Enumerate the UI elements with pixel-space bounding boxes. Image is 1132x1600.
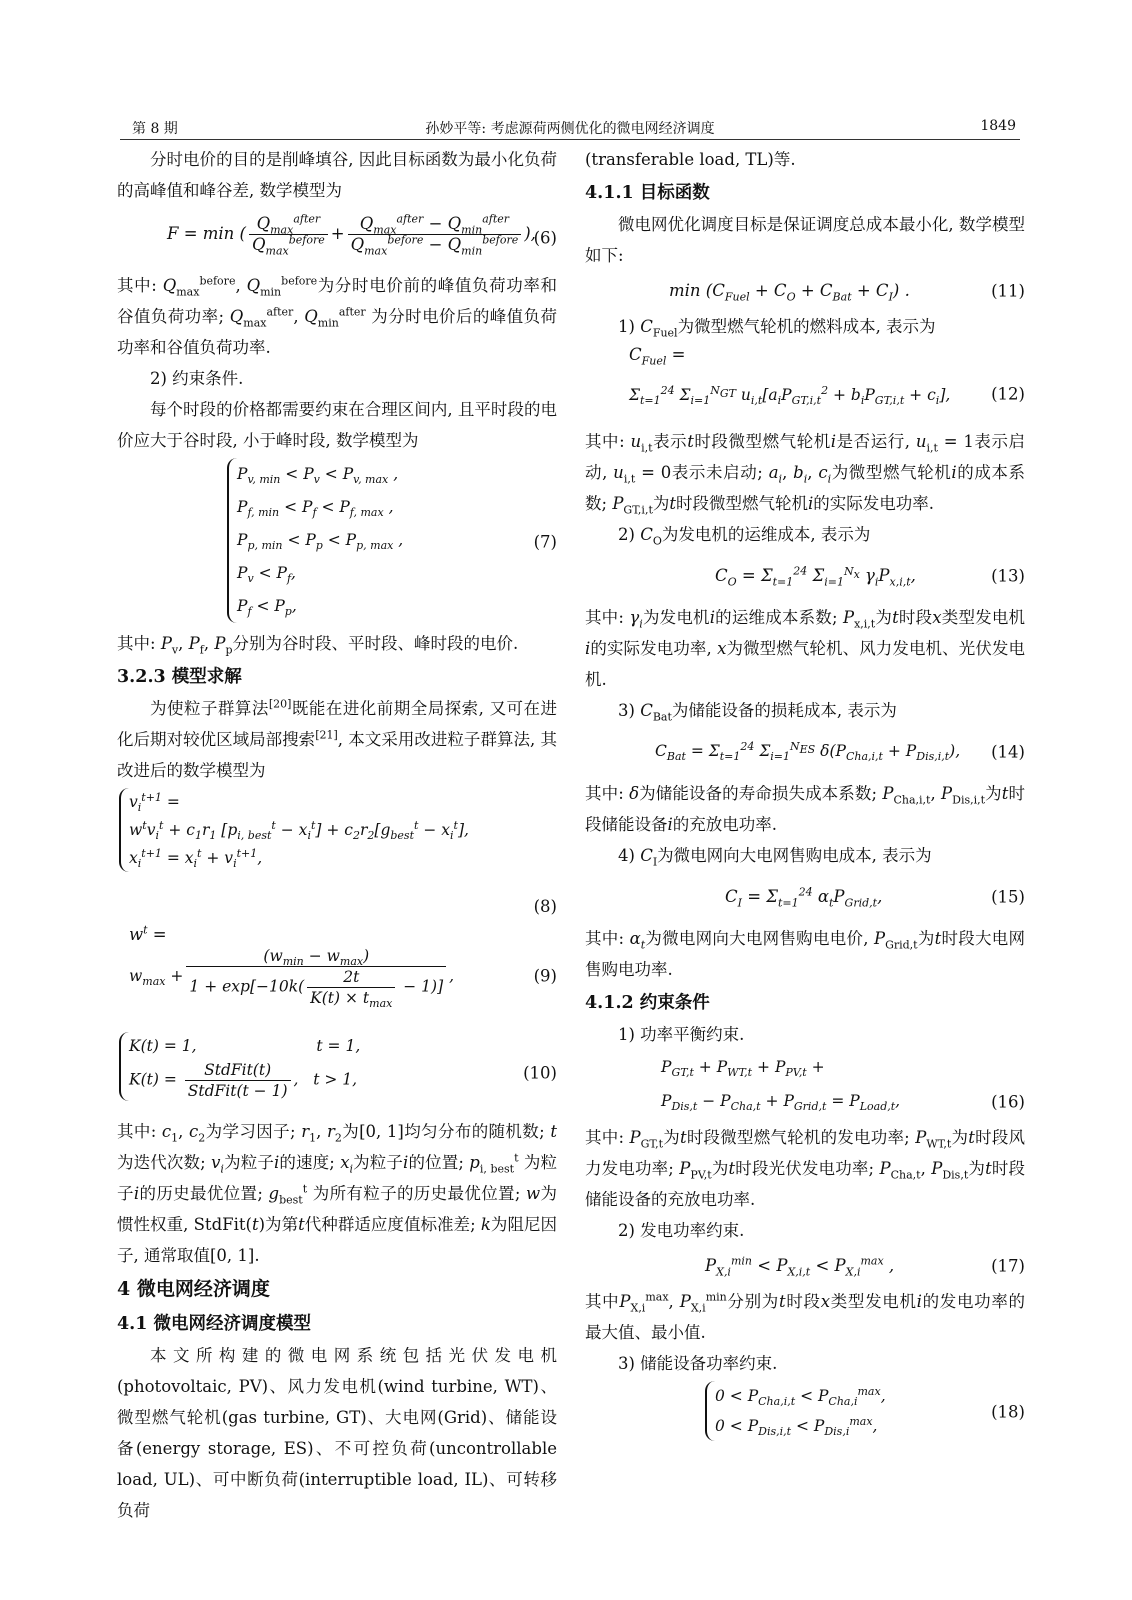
paragraph: 其中: $P_v$, $P_f$, $P_p$分别为谷时段、平时段、峰时段的电价.	[117, 634, 519, 657]
equation-7: $P_{v, min} < P_v < P_{v, max}$ , $P_{f, min} < P_f < P_{f, max}$ , $P_{p, min} < P_p < P_{p, max}$ , $P_v < P_f$, $P_f < P_p$, (7)	[117, 456, 557, 628]
equation-number: (15)	[991, 887, 1025, 907]
equation-6: F = min ( $\frac{Q_{max}^{after}}{Q_{max}^{before}}$ + $\frac{Q_{max}^{after} - Q_{min}^{after}}{Q_{max}^{before} - Q_{min}^{before}}$ ), (6)	[167, 212, 557, 258]
equation-17: $P_{X,i}^{min} < P_{X,i,t} < P_{X,i}^{max}$ , (17)	[585, 1246, 1025, 1286]
equation-11: $\min (C_{Fuel} + C_O + C_{Bat} + C_I)$ . (11)	[585, 271, 1025, 311]
equation-8: $v_i^{t+1}$ = $w^tv_i^t + c_1r_1$ $[p_{i, best}^t - x_i^t] + c_2r_2[g_{best}^t - x_i^t]$, $x_i^{t+1} = x_i^t + v_i^{t+1}$, (8)	[117, 786, 557, 922]
equation-number: (8)	[533, 897, 557, 916]
equation-12: $C_{Fuel}$ = $\Sigma_{t=1}^{24}$ $\Sigma_{i=1}^{N_{GT}}$ $u_{i,t}[a_iP_{GT,i,t}^2 + b_iP_{GT,i,t} + c_i]$, (12)	[585, 342, 1025, 426]
paragraph: 3) $C_{Bat}$为储能设备的损耗成本, 表示为	[618, 701, 897, 724]
equation-16: $P_{GT,t} + P_{WT,t} + P_{PV,t}$ + $P_{Dis,t} - P_{Cha,t} + P_{Grid,t} = P_{Load,t}$, (16)	[585, 1050, 1025, 1122]
equation-number: (16)	[991, 1092, 1025, 1112]
equation-number: (10)	[523, 1063, 557, 1083]
section-heading: 4.1.1 目标函数	[585, 183, 710, 203]
equation-number: (18)	[991, 1402, 1025, 1422]
running-title: 孙妙平等: 考虑源荷两侧优化的微电网经济调度	[425, 121, 715, 137]
equation-number: (11)	[991, 281, 1025, 301]
equation-15: $C_I = \Sigma_{t=1}^{24}$ $\alpha_tP_{Grid,t}$, (15)	[585, 871, 1025, 923]
paragraph: 2) $C_O$为发电机的运维成本, 表示为	[618, 525, 871, 548]
paragraph: 其中: $P_{GT,t}$为t时段微型燃气轮机的发电功率; $P_{WT,t}$为t时段风力发电功率; $P_{PV,t}$为t时段光伏发电功率; $P_{Cha,t}$, $P_{Dis,t}$为t时段储能设备的充放电功率.	[585, 1128, 1026, 1209]
section-heading: 4.1 微电网经济调度模型	[117, 1314, 312, 1334]
equation-number: (7)	[533, 532, 557, 552]
right-column	[585, 144, 1025, 1445]
paragraph: (transferable load, TL)等.	[585, 150, 796, 169]
equation-number: (6)	[533, 228, 557, 248]
paragraph: 为使粒子群算法[20]既能在进化前期全局探索, 又可在进化后期对较优区域局部搜索[21], 本文采用改进粒子群算法, 其改进后的数学模型为	[117, 697, 557, 780]
page-number: 1849	[980, 118, 1016, 134]
paragraph: 其中: $Q_{max}^{before}$, $Q_{min}^{before}$为分时电价前的峰值负荷功率和谷值负荷功率; $Q_{max}^{after}$, $Q_{min}^{after}$ 为分时电价后的峰值负荷功率和谷值负荷功率.	[117, 274, 557, 357]
paragraph: 4) $C_I$为微电网向大电网售购电成本, 表示为	[618, 846, 932, 869]
running-header	[120, 118, 1020, 140]
paragraph: 其中$P_{X,i}^{max}$, $P_{X,i}^{min}$分别为t时段x类型发电机i的发电功率的最大值、最小值.	[585, 1290, 1026, 1342]
paragraph: 2) 约束条件.	[150, 369, 244, 388]
equation-14: $C_{Bat} = \Sigma_{t=1}^{24}$ $\Sigma_{i=1}^{N_{ES}}$ $\delta(P_{Cha,i,t} + P_{Dis,i,t})$, (14)	[585, 726, 1025, 778]
paragraph: 1) 功率平衡约束.	[618, 1025, 745, 1044]
equation-13: $C_O = \Sigma_{t=1}^{24}$ $\Sigma_{i=1}^{N_x}$ $\gamma_iP_{x,i,t}$, (13)	[585, 550, 1025, 602]
equation-number: (14)	[991, 742, 1025, 762]
paragraph: 微电网优化调度目标是保证调度总成本最小化, 数学模型如下:	[585, 215, 1025, 265]
paragraph: 其中: $\gamma_i$为发电机i的运维成本系数; $P_{x,i,t}$为t时段x类型发电机i的实际发电功率, x为微型燃气轮机、风力发电机、光伏发电机.	[585, 608, 1026, 689]
section-heading: 4 微电网经济调度	[117, 1278, 270, 1300]
header-rule	[120, 139, 1020, 140]
paragraph: 其中: δ为储能设备的寿命损失成本系数; $P_{Cha,i,t}$, $P_{Dis,i,t}$为t时段储能设备i的充放电功率.	[585, 784, 1025, 834]
paragraph: 每个时段的价格都需要约束在合理区间内, 且平时段的电价应大于谷时段, 小于峰时段, 数学模型为	[117, 400, 557, 450]
left-column	[117, 144, 557, 1526]
paragraph: 其中: $\alpha_t$为微电网向大电网售购电电价, $P_{Grid,t}$为t时段大电网售购电功率.	[585, 929, 1026, 979]
equation-9: $w^t$ = $w_{max}$ + $(w_{min} - w_{max})$ 1 + exp[−10k( $\frac{2t}{K(t) \times t_{max}}$ − 1)] , (9)	[129, 923, 557, 1011]
equation-10: K(t) = 1, t = 1, K(t) = $\frac{\text{StdFit(t)}}{\text{StdFit(t − 1)}}$ , t > 1, (10)	[117, 1030, 557, 1116]
paragraph: 2) 发电功率约束.	[618, 1221, 745, 1240]
issue-number: 第 8 期	[132, 121, 178, 137]
equation-18: $0 < P_{Cha,i,t} < P_{Cha,i}^{max}$, $0 < P_{Dis,i,t} < P_{Dis,i}^{max}$, (18)	[585, 1379, 1025, 1445]
paragraph: 其中: $u_{i,t}$表示t时段微型燃气轮机i是否运行, $u_{i,t} = 1$表示启动, $u_{i,t} = 0$表示未启动; $a_i$, $b_i$, $c_i$为微型燃气轮机i的成本系数; $P_{GT,i,t}$为t时段微型燃气轮机i的实际发电功率.	[585, 432, 1026, 517]
equation-number: (13)	[991, 566, 1025, 586]
paragraph: 分时电价的目的是削峰填谷, 因此目标函数为最小化负荷的高峰值和峰谷差, 数学模型为	[117, 150, 557, 200]
equation-number: (9)	[533, 966, 557, 986]
section-heading: 4.1.2 约束条件	[585, 993, 710, 1013]
paragraph: 3) 储能设备功率约束.	[618, 1354, 778, 1373]
paragraph: 1) $C_{Fuel}$为微型燃气轮机的燃料成本, 表示为	[618, 317, 936, 340]
section-heading: 3.2.3 模型求解	[117, 667, 242, 687]
paragraph: 其中: $c_1$, $c_2$为学习因子; $r_1$, $r_2$为[0, 1]均匀分布的随机数; t为迭代次数; $v_i$为粒子i的速度; $x_i$为粒子i的位置; $p_{i, best}^t$ 为粒子i的历史最优位置; $g_{best}^t$ 为所有粒子的历史最优位置; w为惯性权重, StdFit(t)为第t代种群适应度值标准差; k为阻尼因子, 通常取值[0, 1].	[117, 1122, 558, 1265]
equation-number: (17)	[991, 1256, 1025, 1276]
equation-number: (12)	[991, 384, 1025, 404]
paragraph: 本文所构建的微电网系统包括光伏发电机(photovoltaic, PV)、风力发电机(wind turbine, WT)、微型燃气轮机(gas turbine, GT)、大电网(Grid)、储能设备(energy storage, ES)、不可控负荷(uncontrollable load, UL)、可中断负荷(interruptible load, IL)、可转移负荷	[117, 1346, 557, 1520]
